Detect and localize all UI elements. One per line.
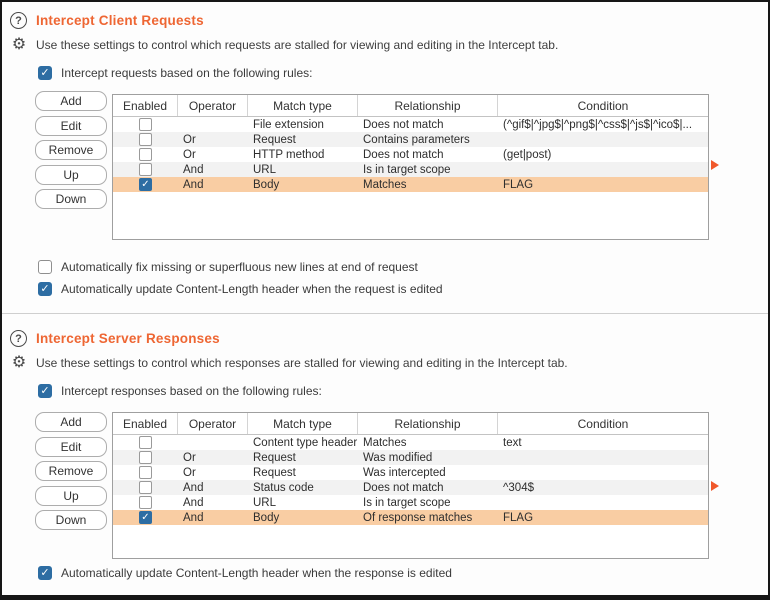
- match-type-cell: Request: [253, 133, 296, 146]
- intercept-requests-label: Intercept requests based on the following rules:: [61, 66, 313, 80]
- operator-cell: Or: [183, 133, 196, 146]
- match-type-cell: HTTP method: [253, 148, 325, 161]
- fix-newlines-label: Automatically fix missing or superfluous new lines at end of request: [61, 260, 418, 274]
- section-title: Intercept Client Requests: [36, 13, 204, 28]
- enabled-checkbox[interactable]: [139, 436, 152, 449]
- check-icon: ✓: [141, 511, 150, 523]
- operator-cell: And: [183, 163, 204, 176]
- check-icon: ✓: [40, 282, 50, 295]
- table-row[interactable]: [113, 147, 708, 162]
- header-condition: Condition: [577, 98, 629, 113]
- up-button[interactable]: Up: [35, 486, 107, 506]
- help-icon[interactable]: [10, 12, 27, 29]
- table-row[interactable]: [113, 435, 708, 450]
- check-icon: ✓: [141, 178, 150, 190]
- condition-cell: FLAG: [503, 178, 534, 191]
- operator-cell: And: [183, 178, 204, 191]
- condition-cell: (^gif$|^jpg$|^png$|^css$|^js$|^ico$|...: [503, 118, 693, 131]
- fix-newlines-checkbox[interactable]: [38, 260, 52, 274]
- edit-button[interactable]: Edit: [35, 437, 107, 457]
- intercept-client-requests-section: [2, 12, 768, 296]
- update-content-length-request-checkbox[interactable]: [38, 282, 52, 296]
- match-type-cell: Content type header: [253, 436, 358, 449]
- condition-cell: (get|post): [503, 148, 552, 161]
- relationship-cell: Is in target scope: [363, 163, 451, 176]
- relationship-cell: Does not match: [363, 148, 444, 161]
- relationship-cell: Does not match: [363, 118, 444, 131]
- condition-cell: text: [503, 436, 522, 449]
- intercept-server-responses-section: [2, 330, 768, 580]
- relationship-cell: Was intercepted: [363, 466, 446, 479]
- enabled-checkbox[interactable]: [139, 451, 152, 464]
- intercept-requests-checkbox-row: [38, 66, 768, 80]
- table-row[interactable]: [113, 480, 708, 495]
- table-row[interactable]: [113, 465, 708, 480]
- relationship-cell: Was modified: [363, 451, 433, 464]
- relationship-cell: Matches: [363, 436, 407, 449]
- condition-cell: FLAG: [503, 511, 534, 524]
- up-button[interactable]: Up: [35, 165, 107, 185]
- table-header-row: [113, 95, 708, 117]
- relationship-cell: Is in target scope: [363, 496, 451, 509]
- operator-cell: Or: [183, 466, 196, 479]
- check-icon: ✓: [40, 66, 50, 79]
- header-match-type: Match type: [248, 413, 358, 434]
- section-description: Use these settings to control which requests are stalled for viewing and editing in the Intercept tab.: [36, 37, 559, 52]
- table-row-selected[interactable]: [113, 177, 708, 192]
- gear-icon[interactable]: ⚙: [11, 354, 27, 371]
- table-row[interactable]: [113, 495, 708, 510]
- relationship-cell: Does not match: [363, 481, 444, 494]
- operator-cell: And: [183, 496, 204, 509]
- enabled-checkbox[interactable]: [139, 466, 152, 479]
- match-type-cell: URL: [253, 496, 277, 509]
- relationship-cell: Of response matches: [363, 511, 473, 524]
- section-divider: [2, 313, 768, 314]
- header-enabled: Enabled: [113, 95, 178, 116]
- help-icon[interactable]: [10, 330, 27, 347]
- operator-cell: And: [183, 511, 204, 524]
- add-button[interactable]: Add: [35, 412, 107, 432]
- intercept-requests-checkbox[interactable]: [38, 66, 52, 80]
- intercept-responses-checkbox[interactable]: [38, 384, 52, 398]
- operator-cell: And: [183, 481, 204, 494]
- edit-button[interactable]: Edit: [35, 116, 107, 136]
- header-operator: Operator: [178, 95, 248, 116]
- section-title: Intercept Server Responses: [36, 331, 220, 346]
- down-button[interactable]: Down: [35, 189, 107, 209]
- table-header-row: [113, 413, 708, 435]
- update-content-length-response-checkbox[interactable]: [38, 566, 52, 580]
- enabled-checkbox[interactable]: [139, 178, 152, 191]
- match-type-cell: Request: [253, 451, 296, 464]
- help-glyph: ?: [15, 14, 22, 27]
- remove-button[interactable]: Remove: [35, 461, 107, 481]
- operator-cell: Or: [183, 148, 196, 161]
- match-type-cell: Status code: [253, 481, 314, 494]
- header-match-type: Match type: [248, 95, 358, 116]
- relationship-cell: Contains parameters: [363, 133, 470, 146]
- update-content-length-response-checkbox-row: [38, 566, 768, 580]
- header-relationship: Relationship: [358, 413, 498, 434]
- response-rules-table: [112, 412, 709, 559]
- fix-newlines-checkbox-row: [38, 260, 768, 274]
- table-row-selected[interactable]: [113, 510, 708, 525]
- enabled-checkbox[interactable]: [139, 118, 152, 131]
- table-row[interactable]: [113, 117, 708, 132]
- request-rules-table: [112, 94, 709, 240]
- enabled-checkbox[interactable]: [139, 481, 152, 494]
- enabled-checkbox[interactable]: [139, 133, 152, 146]
- condition-cell: ^304$: [503, 481, 534, 494]
- relationship-cell: Matches: [363, 178, 407, 191]
- match-type-cell: Body: [253, 178, 280, 191]
- enabled-checkbox[interactable]: [139, 148, 152, 161]
- row-marker-arrow-icon: [711, 481, 719, 491]
- add-button[interactable]: Add: [35, 91, 107, 111]
- header-condition: Condition: [577, 416, 629, 431]
- table-row[interactable]: [113, 162, 708, 177]
- row-marker-arrow-icon: [711, 160, 719, 170]
- gear-icon[interactable]: ⚙: [11, 36, 27, 53]
- update-content-length-request-checkbox-row: [38, 282, 768, 296]
- down-button[interactable]: Down: [35, 510, 107, 530]
- header-enabled: Enabled: [113, 413, 178, 434]
- update-content-length-request-label: Automatically update Content-Length header when the request is edited: [61, 282, 443, 296]
- intercept-responses-label: Intercept responses based on the following rules:: [61, 384, 322, 398]
- match-type-cell: File extension: [253, 118, 324, 131]
- match-type-cell: URL: [253, 163, 277, 176]
- update-content-length-response-label: Automatically update Content-Length header when the response is edited: [61, 566, 452, 580]
- remove-button[interactable]: Remove: [35, 140, 107, 160]
- section-description: Use these settings to control which responses are stalled for viewing and editing in the Intercept tab.: [36, 355, 568, 370]
- header-relationship: Relationship: [358, 95, 498, 116]
- enabled-checkbox[interactable]: [139, 511, 152, 524]
- table-row[interactable]: [113, 132, 708, 147]
- enabled-checkbox[interactable]: [139, 163, 152, 176]
- operator-cell: Or: [183, 451, 196, 464]
- intercept-responses-checkbox-row: [38, 384, 768, 398]
- match-type-cell: Body: [253, 511, 280, 524]
- enabled-checkbox[interactable]: [139, 496, 152, 509]
- check-icon: ✓: [40, 566, 50, 579]
- table-row[interactable]: [113, 450, 708, 465]
- header-operator: Operator: [178, 413, 248, 434]
- help-glyph: ?: [15, 332, 22, 345]
- check-icon: ✓: [40, 384, 50, 397]
- match-type-cell: Request: [253, 466, 296, 479]
